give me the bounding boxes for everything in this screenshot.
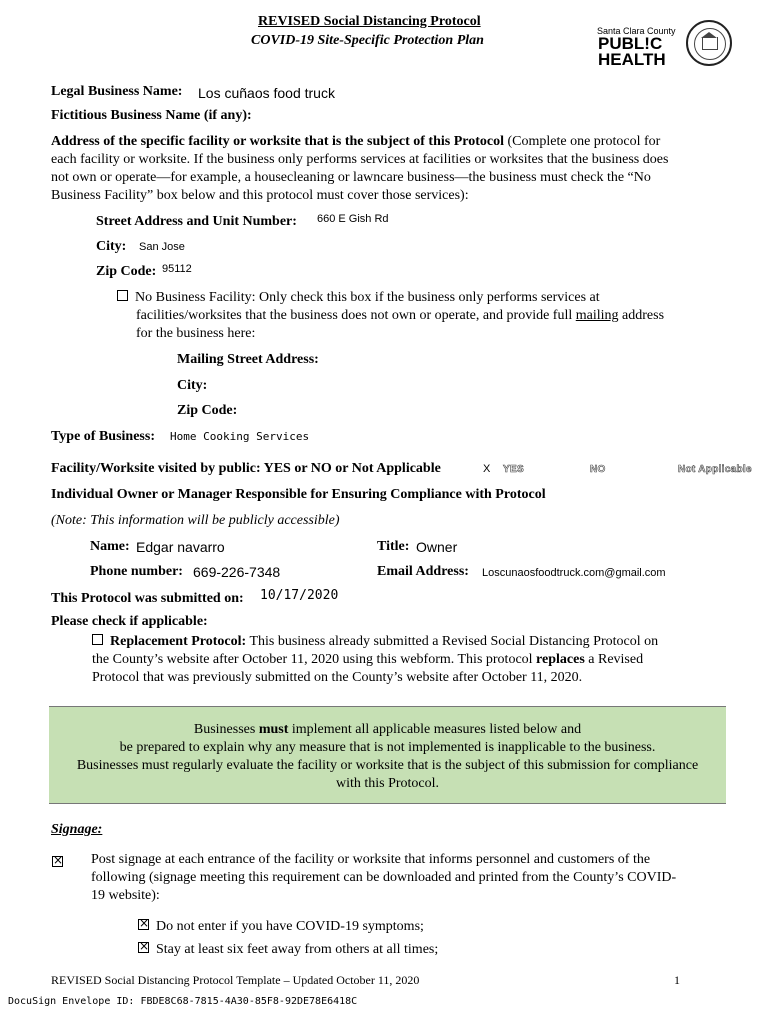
callout-line1: Businesses must implement all applicable measures listed below and bbox=[193, 722, 582, 737]
document-title: REVISED Social Distancing Protocol bbox=[258, 14, 481, 29]
document-subtitle: COVID-19 Site-Specific Protection Plan bbox=[251, 33, 484, 48]
option-no[interactable]: NO bbox=[590, 464, 606, 475]
page-number: 1 bbox=[674, 973, 680, 987]
check-if-applicable-label: Please check if applicable: bbox=[51, 614, 208, 629]
no-facility-line2: facilities/worksites that the business does not own or operate, and provide full mailing address bbox=[136, 308, 665, 323]
distance-checkbox[interactable] bbox=[138, 942, 149, 953]
address-note-4: Business Facility” box below and this protocol must cover those services): bbox=[51, 188, 469, 203]
signage-main-line1: Post signage at each entrance of the facility or worksite that informs personnel and customers of the bbox=[91, 852, 651, 867]
zip-label: Zip Code: bbox=[96, 264, 157, 279]
owner-heading: Individual Owner or Manager Responsible for Ensuring Compliance with Protocol bbox=[51, 487, 546, 502]
no-facility-checkbox[interactable] bbox=[117, 290, 128, 301]
street-label: Street Address and Unit Number: bbox=[96, 214, 297, 229]
option-not-applicable[interactable]: Not Applicable bbox=[678, 464, 752, 475]
callout-line4: with this Protocol. bbox=[335, 776, 440, 791]
no-business-facility-option[interactable]: No Business Facility: Only check this box if the business only performs services at bbox=[117, 290, 600, 306]
symptoms-checkbox[interactable] bbox=[138, 919, 149, 930]
submitted-on-field[interactable]: 10/17/2020 bbox=[260, 588, 339, 603]
street-field[interactable]: 660 E Gish Rd bbox=[317, 213, 389, 225]
signage-main-checkbox[interactable] bbox=[52, 856, 63, 867]
no-facility-line3: for the business here: bbox=[136, 326, 256, 341]
city-field[interactable]: San Jose bbox=[139, 241, 185, 253]
zip-field[interactable]: 95112 bbox=[162, 263, 192, 275]
logo-county-text: Santa Clara County bbox=[597, 26, 676, 36]
signage-item-symptoms[interactable]: ×Do not enter if you have COVID-19 symptoms; bbox=[138, 919, 424, 935]
visited-by-public-label: Facility/Worksite visited by public: YES or NO or Not Applicable bbox=[51, 461, 441, 476]
legal-name-label: Legal Business Name: bbox=[51, 84, 183, 99]
title-label: Title: bbox=[377, 539, 410, 554]
type-of-business-label: Type of Business: bbox=[51, 429, 155, 444]
city-label: City: bbox=[96, 239, 127, 254]
signage-heading: Signage: bbox=[51, 822, 103, 837]
mailing-street-label: Mailing Street Address: bbox=[177, 352, 319, 367]
phone-field[interactable]: 669-226-7348 bbox=[193, 564, 281, 580]
footer-text: REVISED Social Distancing Protocol Template – Updated October 11, 2020 bbox=[51, 973, 420, 987]
callout-line2: be prepared to explain why any measure that is not implemented is inapplicable to the business. bbox=[119, 740, 656, 755]
county-seal-icon bbox=[686, 20, 732, 66]
mailing-zip-label: Zip Code: bbox=[177, 403, 238, 418]
address-note-2: each facility or worksite. If the business only performs services at facilities or worksites that the business does bbox=[51, 152, 669, 167]
signage-item-distance[interactable]: ×Stay at least six feet away from others at all times; bbox=[138, 942, 438, 958]
logo-line2: HEALTH bbox=[598, 50, 666, 69]
replacement-line2: the County’s website after October 11, 2020 using this webform. This protocol replaces a Revised bbox=[92, 652, 644, 667]
replacement-protocol-option[interactable]: Replacement Protocol: This business already submitted a Revised Social Distancing Protocol on bbox=[92, 634, 658, 650]
docusign-envelope-id: DocuSign Envelope ID: FBDE8C68-7815-4A30-85F8-92DE78E6418C bbox=[8, 996, 358, 1007]
phone-label: Phone number: bbox=[90, 564, 183, 579]
email-label: Email Address: bbox=[377, 564, 469, 579]
legal-name-field[interactable]: Los cuñaos food truck bbox=[198, 85, 335, 101]
type-of-business-field[interactable]: Home Cooking Services bbox=[170, 430, 310, 443]
submitted-on-label: This Protocol was submitted on: bbox=[51, 591, 244, 606]
mailing-city-label: City: bbox=[177, 378, 208, 393]
name-field[interactable]: Edgar navarro bbox=[136, 539, 225, 555]
replacement-checkbox[interactable] bbox=[92, 634, 103, 645]
title-field[interactable]: Owner bbox=[416, 539, 458, 555]
address-note-1: (Complete one protocol for bbox=[507, 134, 661, 149]
callout-line3: Businesses must regularly evaluate the facility or worksite that is the subject of this submission for compliance bbox=[76, 758, 699, 773]
address-heading: Address of the specific facility or worksite that is the subject of this Protocol bbox=[51, 134, 504, 149]
compliance-callout bbox=[49, 706, 726, 804]
name-label: Name: bbox=[90, 539, 130, 554]
email-field[interactable]: Loscunaosfoodtruck.com@gmail.com bbox=[482, 567, 666, 579]
visited-mark[interactable]: X bbox=[483, 463, 491, 475]
address-instructions-line1 bbox=[51, 134, 660, 150]
fictitious-name-label: Fictitious Business Name (if any): bbox=[51, 108, 252, 123]
logo-line1: PUBL!C bbox=[598, 34, 663, 53]
replacement-line3: Protocol that was previously submitted on the County’s website after October 11, 2020. bbox=[92, 670, 583, 685]
signage-main-line3: 19 website): bbox=[91, 888, 160, 903]
signage-main-line2: following (signage meeting this requirement can be downloaded and printed from the County’s COVID- bbox=[91, 870, 677, 885]
option-yes[interactable]: YES bbox=[503, 464, 524, 475]
address-note-3: not own or operate—for example, a housecleaning or lawncare business—the business must check the “No bbox=[51, 170, 651, 185]
public-note: (Note: This information will be publicly accessible) bbox=[51, 513, 340, 528]
